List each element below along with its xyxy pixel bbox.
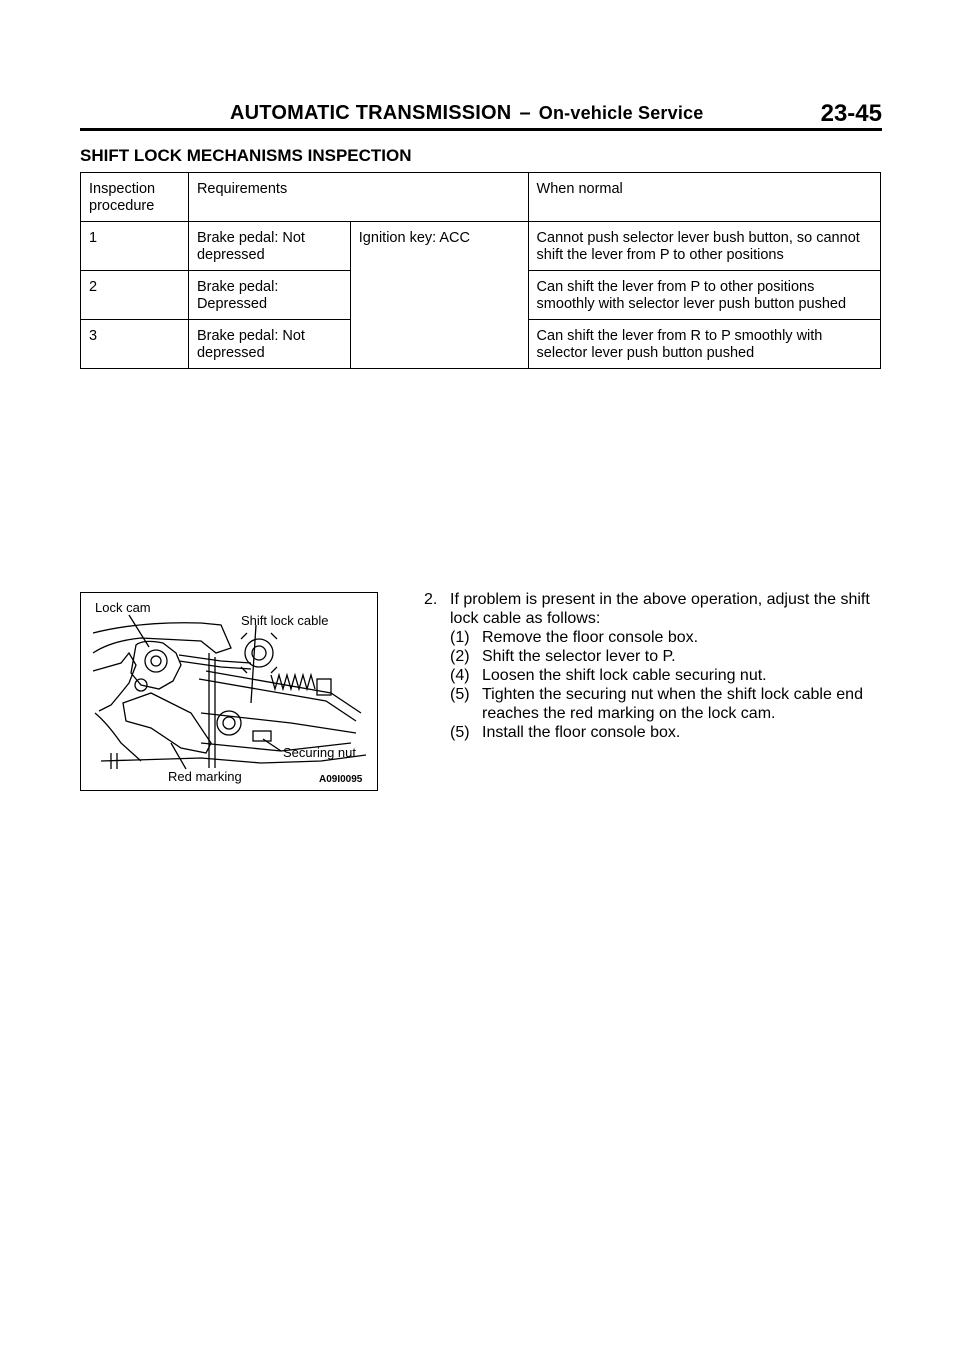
- header-title-text: AUTOMATIC TRANSMISSION: [230, 102, 512, 124]
- label-lock-cam: Lock cam: [95, 600, 151, 615]
- substep-text: Loosen the shift lock cable securing nut.: [482, 667, 767, 684]
- label-shift-lock-cable: Shift lock cable: [241, 613, 329, 628]
- table-header-row: [81, 173, 881, 222]
- substep: [450, 647, 888, 666]
- substep-text: Install the floor console box.: [482, 724, 681, 741]
- step-intro: If problem is present in the above operation, adjust the shift lock cable as follows:: [450, 591, 870, 627]
- substep-number: (2): [450, 648, 470, 665]
- substep-number: (5): [450, 686, 470, 703]
- header-subtitle: On-vehicle Service: [538, 103, 704, 123]
- row-when-normal: Can shift the lever from P to other positions smoothly with selector lever push button pushed: [528, 271, 880, 320]
- row-number: 2: [81, 271, 189, 320]
- substep-text: Tighten the securing nut when the shift lock cable end reaches the red marking on the lock cam.: [482, 686, 863, 722]
- section-title: SHIFT LOCK MECHANISMS INSPECTION: [80, 146, 412, 165]
- substep-number: (4): [450, 667, 470, 684]
- ignition-condition: Ignition key: ACC: [350, 222, 528, 369]
- figure-code: A09I0095: [319, 774, 363, 785]
- row-requirement: Brake pedal: Not depressed: [188, 320, 350, 369]
- row-when-normal: Can shift the lever from R to P smoothly with selector lever push button pushed: [528, 320, 880, 369]
- label-securing-nut: Securing nut: [283, 745, 356, 760]
- substep: [450, 628, 888, 647]
- row-requirement: Brake pedal: Not depressed: [188, 222, 350, 271]
- procedure-step: [418, 590, 888, 742]
- header-title: [230, 102, 703, 125]
- substep: [450, 666, 888, 685]
- substep: [450, 723, 888, 742]
- page-number: 23-45: [820, 100, 882, 127]
- header-rule: [80, 128, 882, 131]
- substep: [450, 685, 888, 723]
- substep-text: Remove the floor console box.: [482, 629, 699, 646]
- shift-lock-figure: [80, 592, 378, 791]
- header-dash: –: [519, 102, 531, 124]
- substep-number: (5): [450, 724, 470, 741]
- substep-number: (1): [450, 629, 470, 646]
- shift-lock-mechanism-drawing: [81, 593, 377, 790]
- row-requirement: Brake pedal: Depressed: [188, 271, 350, 320]
- step-number: 2.: [424, 591, 438, 608]
- label-red-marking: Red marking: [168, 769, 242, 784]
- header-requirements: Requirements: [188, 173, 528, 222]
- header-inspection-procedure: Inspection procedure: [81, 173, 189, 222]
- row-when-normal: Cannot push selector lever bush button, so cannot shift the lever from P to other positions: [528, 222, 880, 271]
- adjustment-procedure: [418, 590, 888, 742]
- row-number: 1: [81, 222, 189, 271]
- page-header: [80, 100, 882, 130]
- row-number: 3: [81, 320, 189, 369]
- header-when-normal: When normal: [528, 173, 880, 222]
- table-row: [81, 222, 881, 271]
- inspection-table: [80, 172, 881, 369]
- substep-text: Shift the selector lever to P.: [482, 648, 676, 665]
